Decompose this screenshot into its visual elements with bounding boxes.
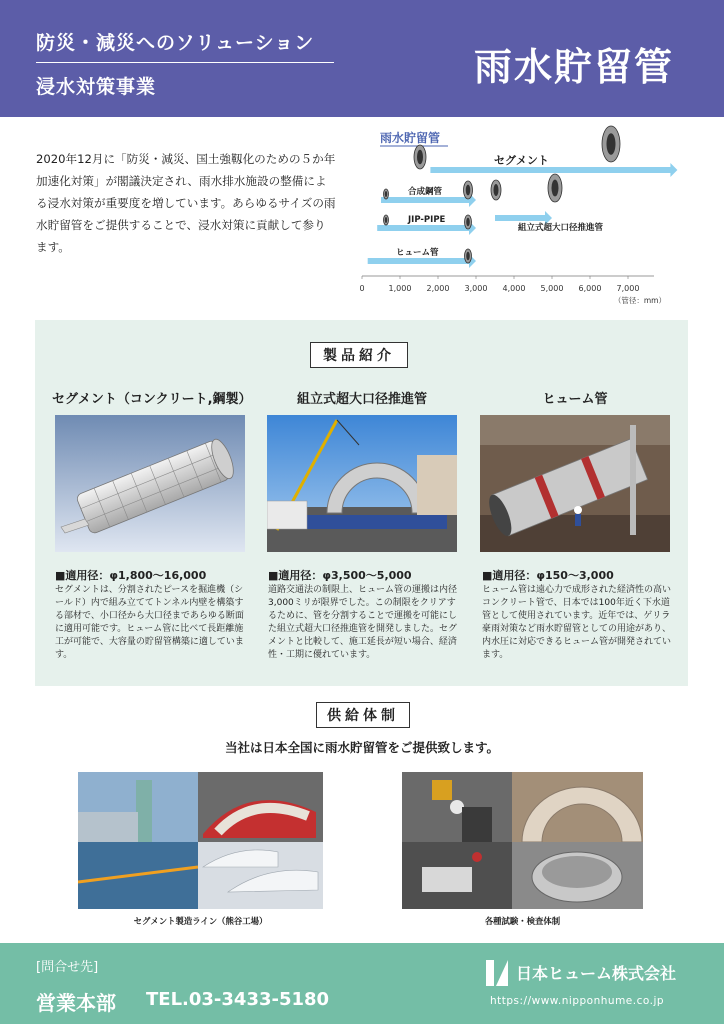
range-bar — [495, 215, 546, 221]
products-heading: 製品紹介 — [310, 342, 408, 368]
jacking-pipe-description: 道路交通法の制限上、ヒューム管の運搬は内径3,000ミリが限界でした。この制限をクリアするために、管を分割することで運搬を可能にした組立式超大口径推進管を開発しました。セグメントと比較して、施工延長が短い場合、経済性・工期に優れています。 — [268, 585, 458, 660]
supply-statement: 当社は日本全国に雨水貯留管をご提供致します。 — [224, 740, 499, 755]
range-bar — [430, 167, 671, 173]
header-subtitle: 防災・減災へのソリューション — [36, 32, 315, 54]
pipe-icon-hole — [494, 184, 499, 196]
hume-pipe-photo — [480, 415, 670, 552]
jacking-pipe-photo — [267, 415, 457, 552]
x-tick-label: 3,000 — [464, 284, 488, 293]
phone-number: TEL.03-3433-5180 — [146, 989, 330, 1010]
diameter-range-chart — [356, 124, 686, 310]
pipe-icon-hole — [552, 180, 559, 197]
segment-photo — [55, 415, 245, 552]
range-bar — [377, 225, 470, 231]
x-tick-label: 5,000 — [540, 284, 564, 293]
x-tick-label: 6,000 — [578, 284, 602, 293]
pipe-icon-hole — [466, 218, 470, 226]
product-title-hume-pipe: ヒューム管 — [542, 392, 608, 407]
range-bar — [381, 197, 470, 203]
header-divider — [36, 62, 334, 63]
product-title-jacking-pipe: 組立式超大口径推進管 — [296, 392, 427, 407]
pipe-icon-hole — [385, 191, 388, 197]
page-footer — [0, 943, 724, 1024]
segment-diameter: ■適用径：φ1,800〜16,000 — [55, 569, 207, 582]
supply-heading: 供給体制 — [316, 702, 410, 728]
pipe-icon-hole — [466, 185, 471, 196]
company-logo-icon — [484, 958, 510, 988]
hume-pipe-diameter: ■適用径：φ150〜3,000 — [482, 569, 614, 582]
page-header — [0, 0, 724, 117]
product-title-segment: セグメント（コンクリート,鋼製） — [52, 392, 252, 407]
series-label: ヒューム管 — [396, 248, 439, 258]
pipe-icon-hole — [607, 133, 616, 155]
testing-caption: 各種試験・検査体制 — [484, 916, 561, 926]
x-tick-label: 0 — [359, 284, 365, 293]
x-tick-label: 2,000 — [426, 284, 450, 293]
range-bar-arrowhead — [670, 163, 677, 177]
x-tick-label: 7,000 — [616, 284, 640, 293]
company-name: 日本ヒューム株式会社 — [516, 964, 677, 983]
testing-collage-photo — [402, 772, 643, 909]
header-category: 浸水対策事業 — [36, 76, 157, 98]
contact-label: [問合せ先] — [36, 960, 99, 975]
range-bar — [368, 258, 470, 264]
pipe-icon-hole — [385, 217, 388, 223]
x-tick-label: 1,000 — [388, 284, 412, 293]
department-name: 営業本部 — [36, 991, 116, 1015]
hume-pipe-description: ヒューム管は遠心力で成形された経済性の高いコンクリート管で、日本では100年近く下水道管として使用されています。近年では、ゲリラ豪雨対策など雨水貯留管としての用途があり、内水圧に対応できるヒューム管が開発されています。 — [482, 585, 672, 660]
page-title: 雨水貯留管 — [474, 45, 675, 89]
company-url[interactable]: https://www.nipponhume.co.jp — [490, 995, 665, 1007]
x-tick-label: 4,000 — [502, 284, 526, 293]
chart-title: 雨水貯留管 — [380, 131, 441, 145]
jacking-pipe-diameter: ■適用径：φ3,500〜5,000 — [268, 569, 412, 582]
x-axis-label: （管径：mm） — [613, 296, 666, 305]
series-label: 合成鋼管 — [408, 187, 443, 197]
pipe-icon-hole — [466, 252, 470, 260]
factory-caption: セグメント製造ライン（熊谷工場） — [133, 916, 268, 926]
series-label: セグメント — [494, 154, 549, 167]
segment-description: セグメントは、分割されたピースを掘進機（シールド）内で組み立ててトンネル内壁を構築する部材で、小口径から大口径まであらゆる断面に適用可能です。ヒューム管に比べて長距離施工が可能で、大容量の貯留管構築に適しています。 — [55, 585, 244, 660]
series-label: 組立式超大口径推進管 — [518, 223, 604, 233]
factory-collage-photo — [78, 772, 323, 909]
intro-text: 2020年12月に「防災・減災、国土強靱化のための５か年加速化対策」が閣議決定され、雨水排水施設の整備による浸水対策が重要度を増しています。あらゆるサイズの雨水貯留管をご提供することで、浸水対策に貢献して参ります。 — [36, 152, 336, 254]
pipe-icon-hole — [417, 150, 423, 164]
series-label: JIP-PIPE — [408, 215, 446, 225]
